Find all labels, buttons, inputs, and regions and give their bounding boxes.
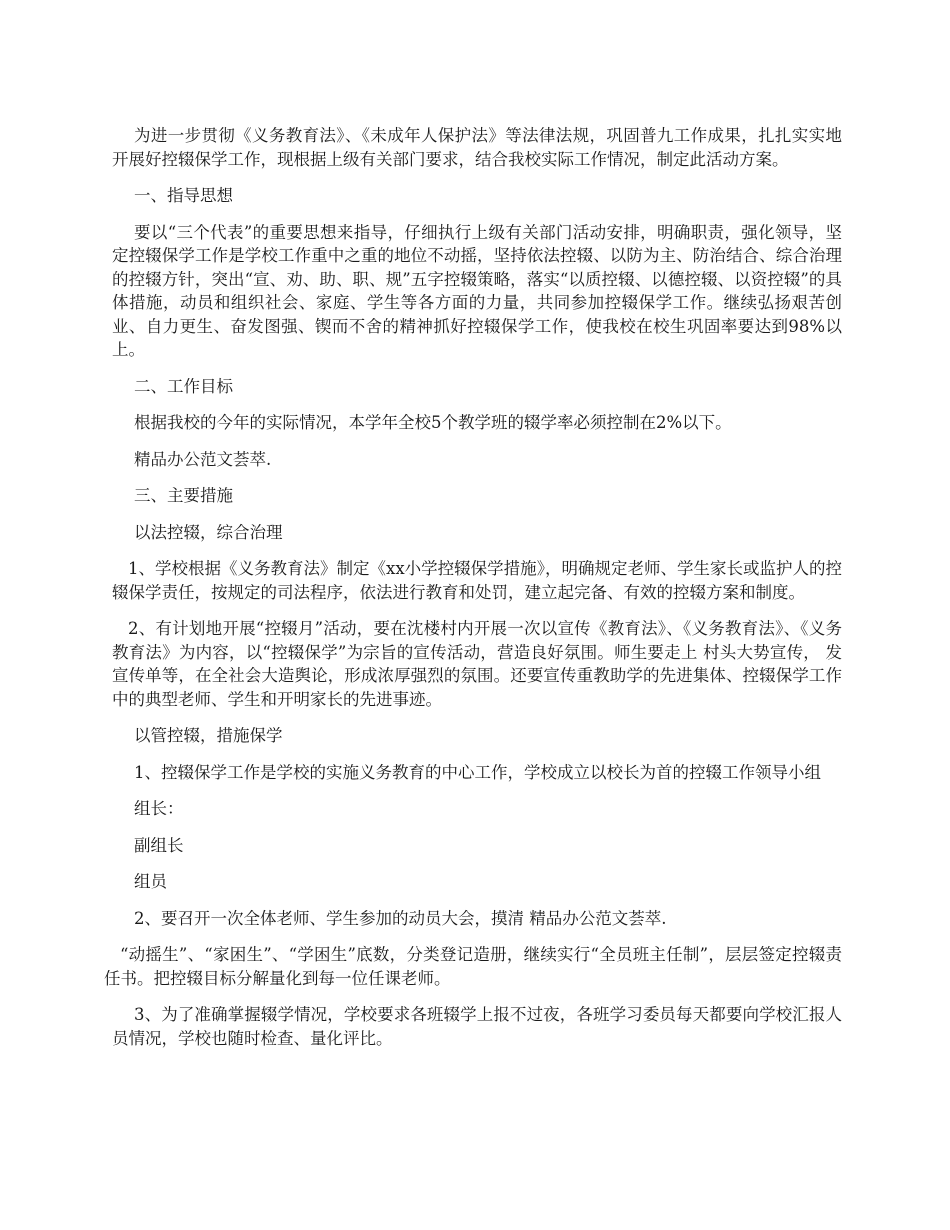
intro-paragraph: 为进一步贯彻《义务教育法》、《未成年人保护法》等法律法规，巩固普九工作成果，扎扎实实地开展好控辍保学工作，现根据上级有关部门要求，结合我校实际工作情况，制定此活动方案。 <box>112 126 842 169</box>
watermark-line: 精品办公范文荟萃. <box>134 449 272 469</box>
section-heading-guiding-ideology: 一、指导思想 <box>134 186 233 205</box>
work-goals-paragraph: 根据我校的今年的实际情况，本学年全校5个教学班的辍学率必须控制在2%以下。 <box>134 413 732 432</box>
deputy-leader-line: 副组长 <box>134 835 184 855</box>
management-item-1: 1、控辍保学工作是学校的实施义务教育的中心工作，学校成立以校长为首的控辍工作领导小组 <box>134 762 821 782</box>
subheading-legal-control: 以法控辍，综合治理 <box>134 522 283 542</box>
section-heading-work-goals: 二、工作目标 <box>134 376 233 396</box>
measure-item-1: 1、学校根据《义务教育法》制定《xx小学控辍保学措施》，明确规定老师、学生家长或监护人的控辍保学责任，按规定的司法程序，依法进行教育和处罚，建立起完备、有效的控辍方案和制度。 <box>112 559 842 602</box>
group-members-line: 组员 <box>134 872 167 891</box>
management-item-2-continued: “动摇生”、“家困生”、“学困生”底数，分类登记造册，继续实行“全员班主任制”，层层签定控辍责任书。把控辍目标分解量化到每一位任课老师。 <box>104 945 842 988</box>
management-item-3: 3、为了准确掌握辍学情况，学校要求各班辍学上报不过夜，各班学习委员每天都要向学校汇报人员情况，学校也随时检查、量化评比。 <box>112 1005 842 1048</box>
measure-item-2: 2、有计划地开展“控辍月”活动，要在沈楼村内开展一次以宣传《教育法》、《义务教育法》、《义务教育法》为内容，以“控辍保学”为宗旨的宣传活动，营造良好氛围。师生要走上 村头大势宣传， 发宣传单等，在全社会大造舆论，形成浓厚强烈的氛围。还要宣传重教助学的先进集体、控辍保学工作中的典型老师、学生和开明家长的先进事迹。 <box>112 619 842 709</box>
management-item-2: 2、要召开一次全体老师、学生参加的动员大会，摸清 精品办公范文荟萃. <box>134 908 667 928</box>
group-leader-line: 组长： <box>134 799 184 818</box>
document-body <box>104 124 842 1063</box>
section-heading-main-measures: 三、主要措施 <box>134 486 233 505</box>
guiding-ideology-paragraph: 要以“三个代表”的重要思想来指导，仔细执行上级有关部门活动安排，明确职责，强化领导，坚定控辍保学工作是学校工作重中之重的地位不动摇，坚持依法控辍、以防为主、防治结合、综合治理的控辍方针，突出“宣、劝、助、职、规”五字控辍策略，落实“以质控辍、以德控辍、以资控辍”的具体措施，动员和组织社会、家庭、学生等各方面的力量，共同参加控辍保学工作。继续弘扬艰苦创业、自力更生、奋发图强、锲而不舍的精神抓好控辍保学工作，使我校在校生巩固率要达到98%以上。 <box>112 222 842 359</box>
subheading-management-control: 以管控辍，措施保学 <box>134 726 283 745</box>
